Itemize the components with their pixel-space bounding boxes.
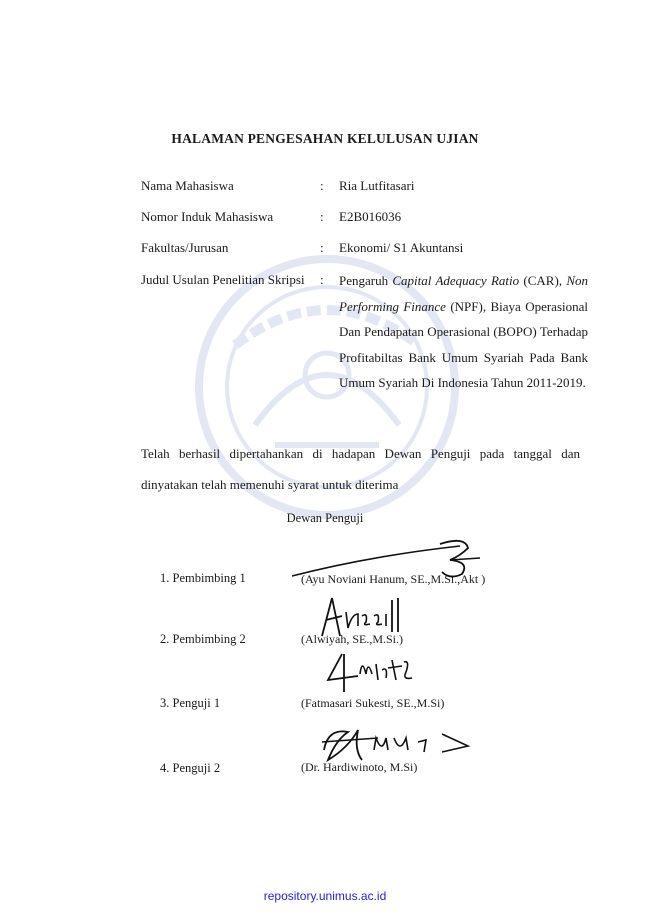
field-value-nama: Ria Lutfitasari <box>339 178 415 193</box>
footer-link[interactable]: repository.unimus.ac.id <box>263 889 387 903</box>
examiner-name: (Alwiyah, SE.,M.Si.) <box>301 632 403 646</box>
field-colon: : <box>320 272 324 287</box>
field-label-nim: Nomor Induk Mahasiswa <box>141 209 274 224</box>
judul-text-part3: (NPF), Biaya Operasional Dan Pendapatan Operasional (BOPO) Terhadap Profitabiltas Bank Umum Syariah Pada Bank Umum Syariah Di Indonesia Tahun 2011-2019. <box>339 298 588 391</box>
field-value-fakultas: Ekonomi/ S1 Akuntansi <box>339 240 464 255</box>
judul-text-part2: (CAR), <box>519 273 567 288</box>
examiner-name: (Dr. Hardiwinoto, M.Si) <box>301 760 418 774</box>
signature-3 <box>322 650 422 696</box>
field-label-judul: Judul Usulan Penelitian Skripsi <box>141 272 305 287</box>
examiner-name: (Fatmasari Sukesti, SE.,M.Si) <box>301 696 445 710</box>
field-value-judul <box>339 268 588 396</box>
field-label-fakultas: Fakultas/Jurusan <box>141 240 229 255</box>
page-title: HALAMAN PENGESAHAN KELULUSAN UJIAN <box>171 131 479 146</box>
examiner-role: 2. Pembimbing 2 <box>160 632 246 646</box>
statement-line-1: Telah berhasil dipertahankan di hadapan Dewan Penguji pada tanggal dan <box>141 446 580 461</box>
statement-line-2: dinyatakan telah memenuhi syarat untuk diterima <box>141 477 399 492</box>
examiner-role: 1. Pembimbing 1 <box>160 571 246 585</box>
examiner-name: (Ayu Noviani Hanum, SE.,M.Si.,Akt ) <box>301 572 486 586</box>
examiner-role: 4. Penguji 2 <box>160 761 221 775</box>
field-label-nama: Nama Mahasiswa <box>141 178 234 193</box>
judul-text-em2: Non Performing Finance <box>339 273 589 314</box>
judul-text-part1: Pengaruh <box>339 273 393 288</box>
dewan-penguji-heading: Dewan Penguji <box>286 511 364 525</box>
field-colon: : <box>320 209 324 224</box>
judul-text-em1: Capital Adequacy Ratio <box>392 273 520 288</box>
field-value-nim: E2B016036 <box>339 209 402 224</box>
field-colon: : <box>320 178 324 193</box>
field-colon: : <box>320 240 324 255</box>
examiner-role: 3. Penguji 1 <box>160 696 221 710</box>
